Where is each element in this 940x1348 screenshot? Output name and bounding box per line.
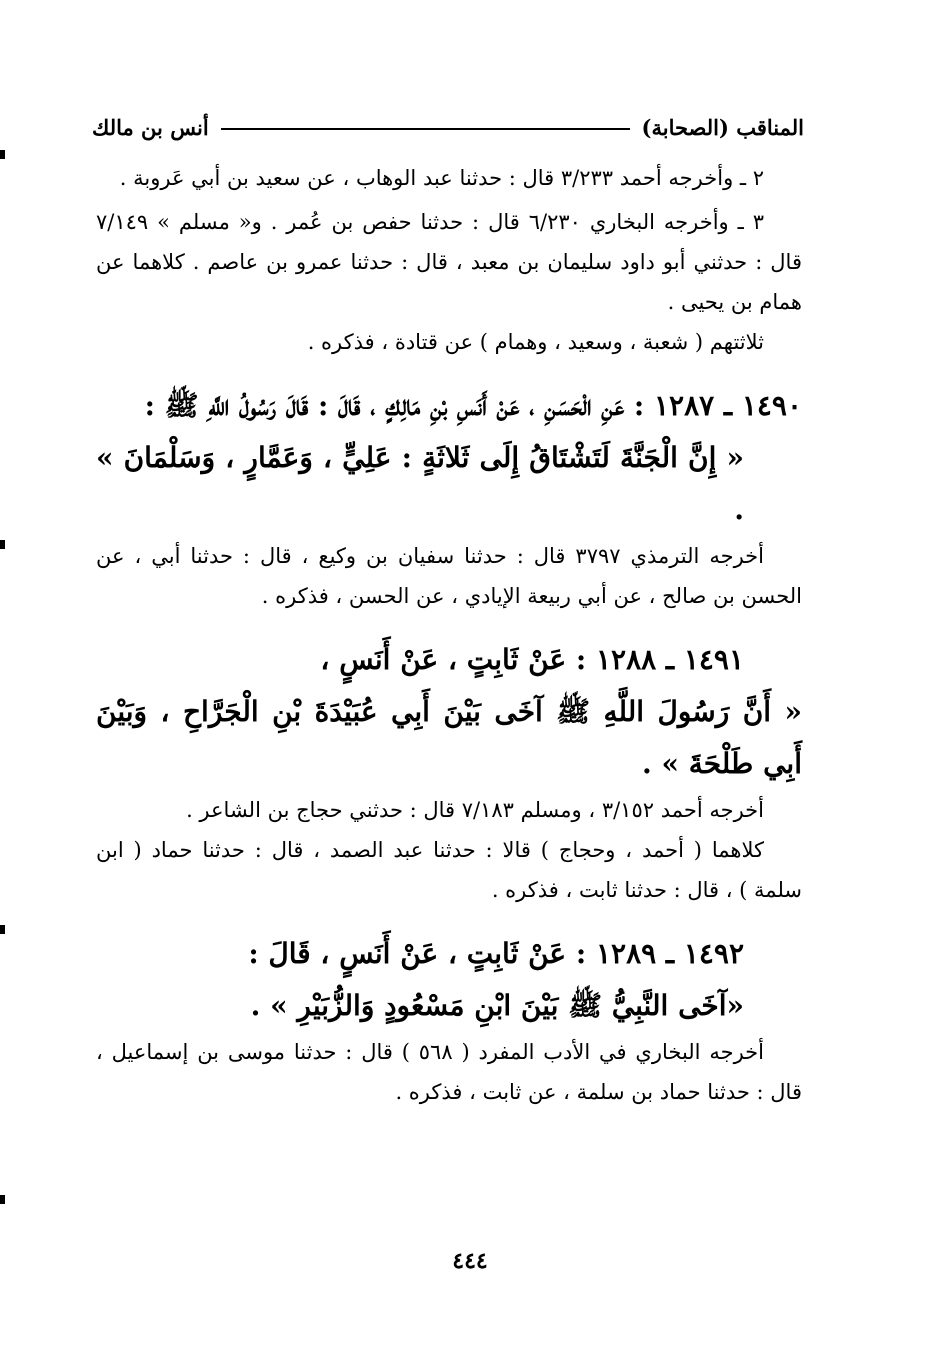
hadith-1491-heading: ١٤٩١ ـ ١٢٨٨ : عَنْ ثَابِتٍ ، عَنْ أَنَسٍ ،	[320, 643, 744, 676]
hadith-1490-text: « إِنَّ الْجَنَّةَ لَتَشْتَاقُ إِلَى ثَلاثَةٍ : عَلِيٍّ ، وَعَمَّارٍ ، وَسَلْمَانَ » .	[96, 441, 744, 526]
scan-edge-mark	[0, 540, 5, 549]
header-section-title: المناقب (الصحابة)	[641, 114, 804, 140]
hadith-1491-source: أخرجه أحمد ٣/١٥٢ ، ومسلم ٧/١٨٣ قال : حدثني حجاج بن الشاعر .	[186, 798, 764, 822]
hadith-1490-heading: ١٤٩٠ ـ ١٢٨٧ : عَنِ الْحَسَنِ ، عَنْ أَنَسِ بْنِ مَالِكٍ ، قَالَ : قَالَ رَسُولُ اللَّهِ ﷺ :	[144, 389, 802, 422]
header-chapter-title: أنس بن مالك	[92, 114, 209, 140]
hadith-1492-text: «آخَى النَّبِيُّ ﷺ بَيْنَ ابْنِ مَسْعُودٍ وَالزُّبَيْرِ » .	[250, 989, 744, 1022]
scan-edge-mark	[0, 1195, 5, 1204]
scan-edge-mark	[0, 150, 5, 159]
header-rule	[221, 128, 630, 130]
source-note-2: ٢ ـ وأخرجه أحمد ٣/٢٣٣ قال : حدثنا عبد الوهاب ، عن سعيد بن أبي عَروبة .	[119, 166, 764, 190]
page-number: ٤٤٤	[452, 1248, 488, 1274]
hadith-1491-source-chain: كلاهما ( أحمد ، وحجاج ) قالا : حدثنا عبد الصمد ، قال : حدثنا حماد ( ابن سلمة ) ، قال : حدثنا ثابت ، فذكره .	[96, 838, 802, 902]
hadith-1490-source: أخرجه الترمذي ٣٧٩٧ قال : حدثنا سفيان بن وكيع ، قال : حدثنا أبي ، عن الحسن بن صالح ، عن أبي ربيعة الإيادي ، عن الحسن ، فذكره .	[96, 544, 802, 608]
source-note-3: ٣ ـ وأخرجه البخاري ٦/٢٣٠ قال : حدثنا حفص بن عُمر . و« مسلم » ٧/١٤٩ قال : حدثني أبو داود سليمان بن معبد ، قال : حدثنا عمرو بن عاصم . كلاهما عن همام بن يحيى .	[96, 210, 802, 314]
running-header	[92, 110, 804, 144]
page-body	[96, 158, 802, 1112]
hadith-1492-source: أخرجه البخاري في الأدب المفرد ( ٥٦٨ ) قال : حدثنا موسى بن إسماعيل ، قال : حدثنا حماد بن سلمة ، عن ثابت ، فذكره .	[96, 1040, 802, 1104]
hadith-1492-heading: ١٤٩٢ ـ ١٢٨٩ : عَنْ ثَابِتٍ ، عَنْ أَنَسٍ ، قَالَ :	[248, 937, 744, 970]
hadith-1491-text: « أَنَّ رَسُولَ اللَّهِ ﷺ آخَى بَيْنَ أَبِي عُبَيْدَةَ بْنِ الْجَرَّاحِ ، وَبَيْنَ أَبِي طَلْحَةَ » .	[96, 695, 802, 780]
scan-edge-mark	[0, 925, 5, 934]
source-summary: ثلاثتهم ( شعبة ، وسعيد ، وهمام ) عن قتادة ، فذكره .	[307, 330, 764, 354]
